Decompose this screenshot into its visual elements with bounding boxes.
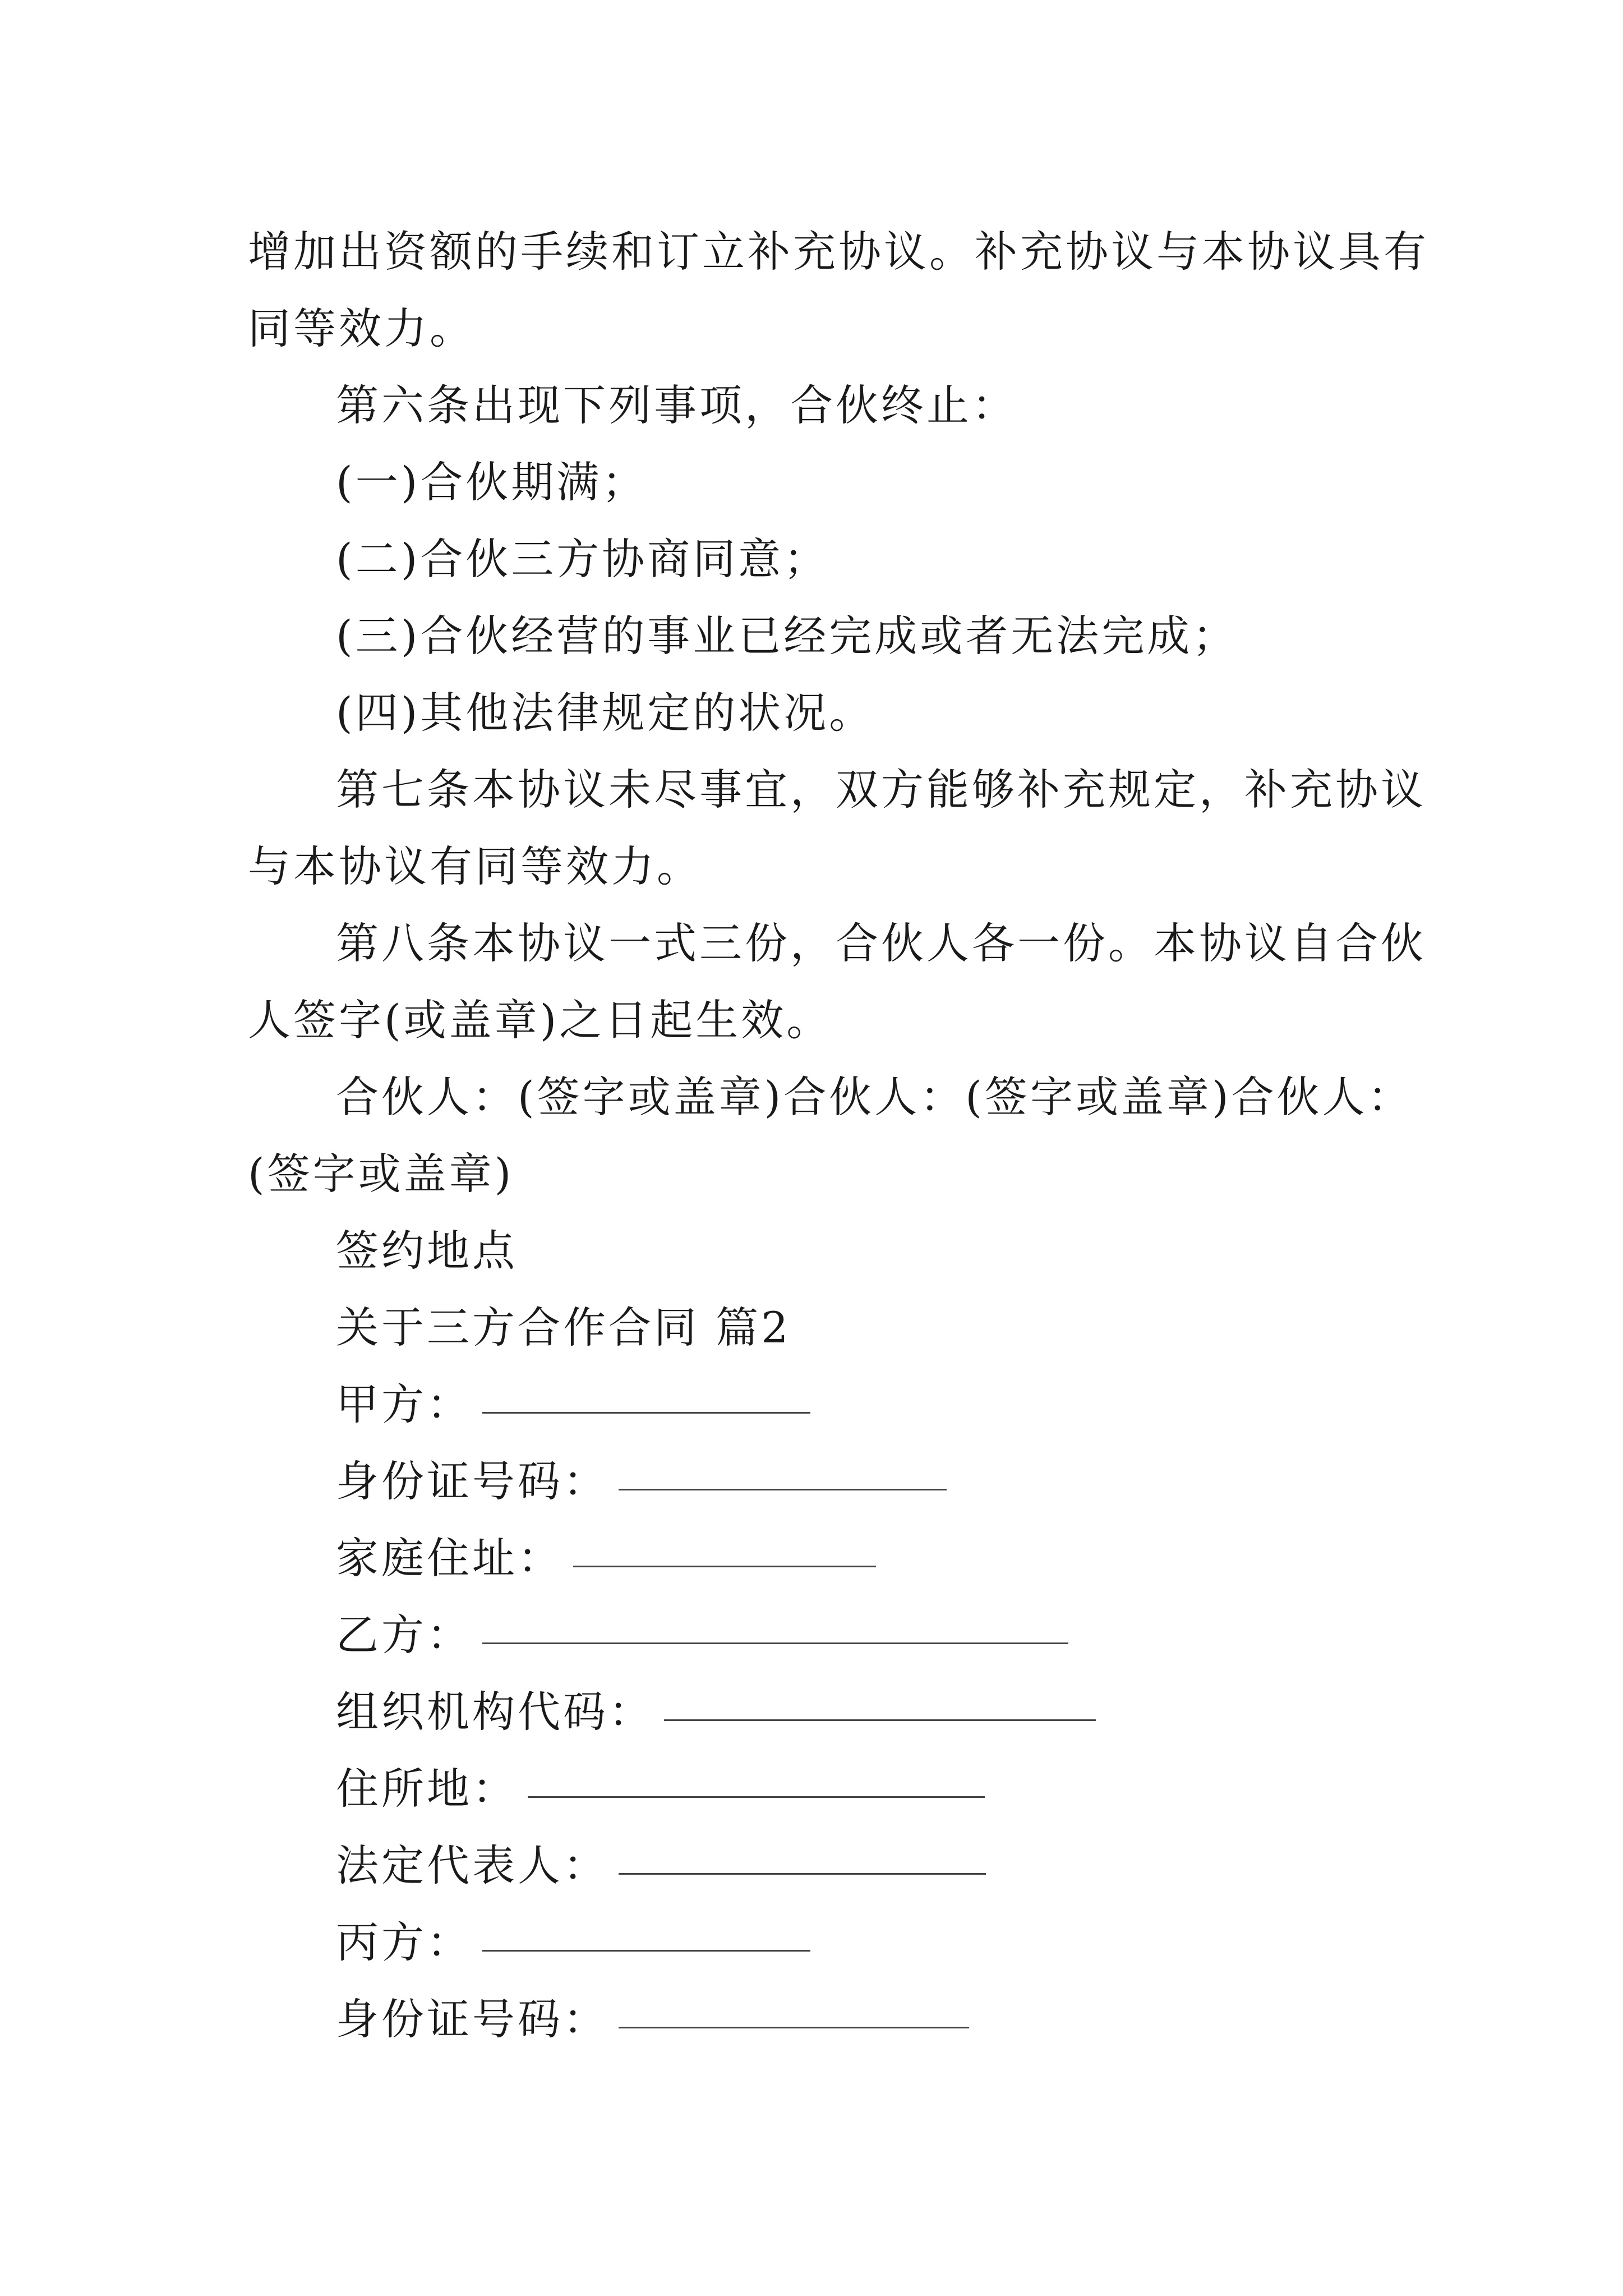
article-eight: 第八条本协议一式三份，合伙人各一份。本协议自合伙 bbox=[336, 918, 1426, 968]
article-seven: 第七条本协议未尽事宜，双方能够补充规定，补充协议 bbox=[336, 765, 1426, 815]
paragraph-line: 增加出资额的手续和订立补充协议。补充协议与本协议具有 bbox=[248, 227, 1429, 277]
field-label: 法定代表人： bbox=[336, 1841, 608, 1890]
field-label: 家庭住址： bbox=[336, 1533, 563, 1583]
field-id-number-c bbox=[248, 1981, 1392, 2058]
blank-underline bbox=[619, 2027, 969, 2028]
field-label: 身份证号码： bbox=[336, 1456, 608, 1506]
list-item: (三)合伙经营的事业已经完成或者无法完成； bbox=[336, 611, 1238, 661]
blank-underline bbox=[482, 1642, 1068, 1644]
list-item: (一)合伙期满； bbox=[336, 457, 648, 507]
field-party-a bbox=[248, 1366, 1392, 1443]
field-label: 甲方： bbox=[336, 1379, 472, 1429]
blank-underline bbox=[528, 1796, 985, 1798]
blank-underline bbox=[619, 1873, 986, 1875]
field-label: 身份证号码： bbox=[336, 1994, 608, 2044]
field-org-code bbox=[248, 1673, 1392, 1750]
paragraph-line: 同等效力。 bbox=[248, 303, 475, 353]
article-six: 第六条出现下列事项，合伙终止： bbox=[336, 380, 1017, 430]
list-item: (二)合伙三方协商同意； bbox=[336, 534, 829, 584]
field-label: 丙方： bbox=[336, 1917, 472, 1967]
sign-place: 签约地点 bbox=[336, 1226, 518, 1276]
field-label: 住所地： bbox=[336, 1764, 518, 1814]
document-body bbox=[248, 213, 1429, 2058]
field-party-b bbox=[248, 1596, 1392, 1673]
signature-line: (签字或盖章) bbox=[248, 1149, 514, 1199]
field-label: 组织机构代码： bbox=[336, 1687, 654, 1737]
blank-underline bbox=[573, 1566, 876, 1567]
field-legal-rep bbox=[248, 1827, 1392, 1904]
field-label: 乙方： bbox=[336, 1610, 472, 1660]
blank-underline bbox=[482, 1412, 810, 1414]
list-item: (四)其他法律规定的状况。 bbox=[336, 688, 875, 738]
field-domicile bbox=[248, 1750, 1392, 1827]
section-title: 关于三方合作合同 篇2 bbox=[336, 1303, 791, 1352]
blank-underline bbox=[482, 1950, 810, 1952]
paragraph-line: 人签字(或盖章)之日起生效。 bbox=[248, 995, 832, 1045]
signature-line: 合伙人：(签字或盖章)合伙人：(签字或盖章)合伙人： bbox=[336, 1072, 1413, 1122]
field-party-c bbox=[248, 1904, 1392, 1981]
field-id-number-a bbox=[248, 1443, 1392, 1520]
blank-underline bbox=[664, 1719, 1096, 1721]
field-home-address bbox=[248, 1520, 1392, 1596]
blank-underline bbox=[619, 1489, 947, 1490]
paragraph-line: 与本协议有同等效力。 bbox=[248, 841, 702, 891]
